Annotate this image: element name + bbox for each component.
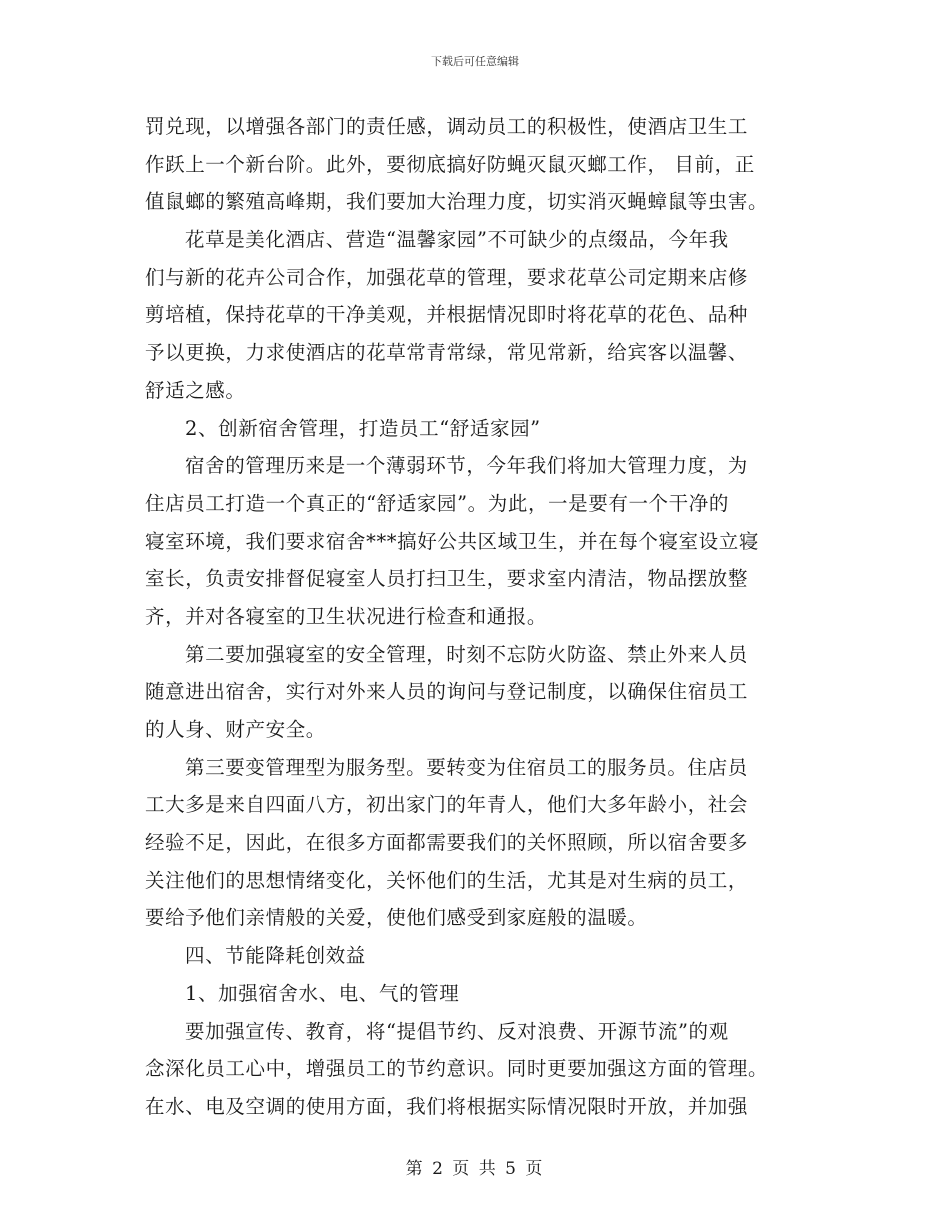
text-line: 寝室环境，我们要求宿舍***搞好公共区域卫生，并在每个寝室设立寝 [145,529,759,553]
text-line: 舒适之感。 [145,378,246,402]
header-note: 下载后可任意编辑 [431,55,519,68]
page-footer: 第 2 页 共 5 页 [405,1159,545,1179]
text-line: 工大多是来自四面八方，初出家门的年青人，他们大多年龄小，社会 [145,793,749,817]
text-line: 的人身、财产安全。 [145,718,326,741]
text-line: 关注他们的思想情绪变化，关怀他们的生活，尤其是对生病的员工， [145,868,749,892]
text-line: 随意进出宿舍，实行对外来人员的询问与登记制度，以确保住宿员工 [145,680,749,704]
text-line: 们与新的花卉公司合作，加强花草的管理，要求花草公司定期来店修 [145,265,749,289]
text-line: 罚兑现，以增强各部门的责任感，调动员工的积极性，使酒店卫生工 [145,115,749,138]
text-line: 予以更换，力求使酒店的花草常青常绿，常见常新，给宾客以温馨、 [145,341,749,365]
document-body [145,108,810,1126]
text-line: 1、加强宿舍水、电、气的管理 [185,981,460,1005]
text-line: 室长，负责安排督促寝室人员打扫卫生，要求室内清洁，物品摆放整 [145,567,749,591]
text-line: 四、节能降耗创效益 [185,944,366,968]
text-line: 第二要加强寝室的安全管理，时刻不忘防火防盗、禁止外来人员 [185,642,748,666]
text-line: 2、创新宿舍管理，打造员工“舒适家园” [185,416,541,440]
text-line: 第三要变管理型为服务型。要转变为住宿员工的服务员。住店员 [185,755,748,779]
text-line: 要给予他们亲情般的关爱，使他们感受到家庭般的温暖。 [145,906,648,930]
text-line: 花草是美化酒店、营造“温馨家园”不可缺少的点缀品，今年我 [185,228,729,252]
text-line: 经验不足，因此，在很多方面都需要我们的关怀照顾，所以宿舍要多 [145,831,749,855]
text-line: 宿舍的管理历来是一个薄弱环节，今年我们将加大管理力度，为 [185,454,748,478]
text-line: 在水、电及空调的使用方面，我们将根据实际情况限时开放，并加强 [145,1094,749,1118]
text-line: 念深化员工心中，增强员工的节约意识。同时更要加强这方面的管理。 [145,1057,769,1081]
text-line: 作跃上一个新台阶。此外，要彻底搞好防蝇灭鼠灭螂工作， 目前，正 [145,152,755,176]
text-line: 住店员工打造一个真正的“舒适家园”。为此，一是要有一个干净的 [145,491,729,515]
text-line: 齐，并对各寝室的卫生状况进行检查和通报。 [145,604,548,628]
text-line: 要加强宣传、教育，将“提倡节约、反对浪费、开源节流”的观 [185,1019,729,1043]
text-line: 剪培植，保持花草的干净美观，并根据情况即时将花草的花色、品种 [145,303,749,327]
text-line: 值鼠螂的繁殖高峰期，我们要加大治理力度，切实消灭蝇蟑鼠等虫害。 [145,190,769,214]
